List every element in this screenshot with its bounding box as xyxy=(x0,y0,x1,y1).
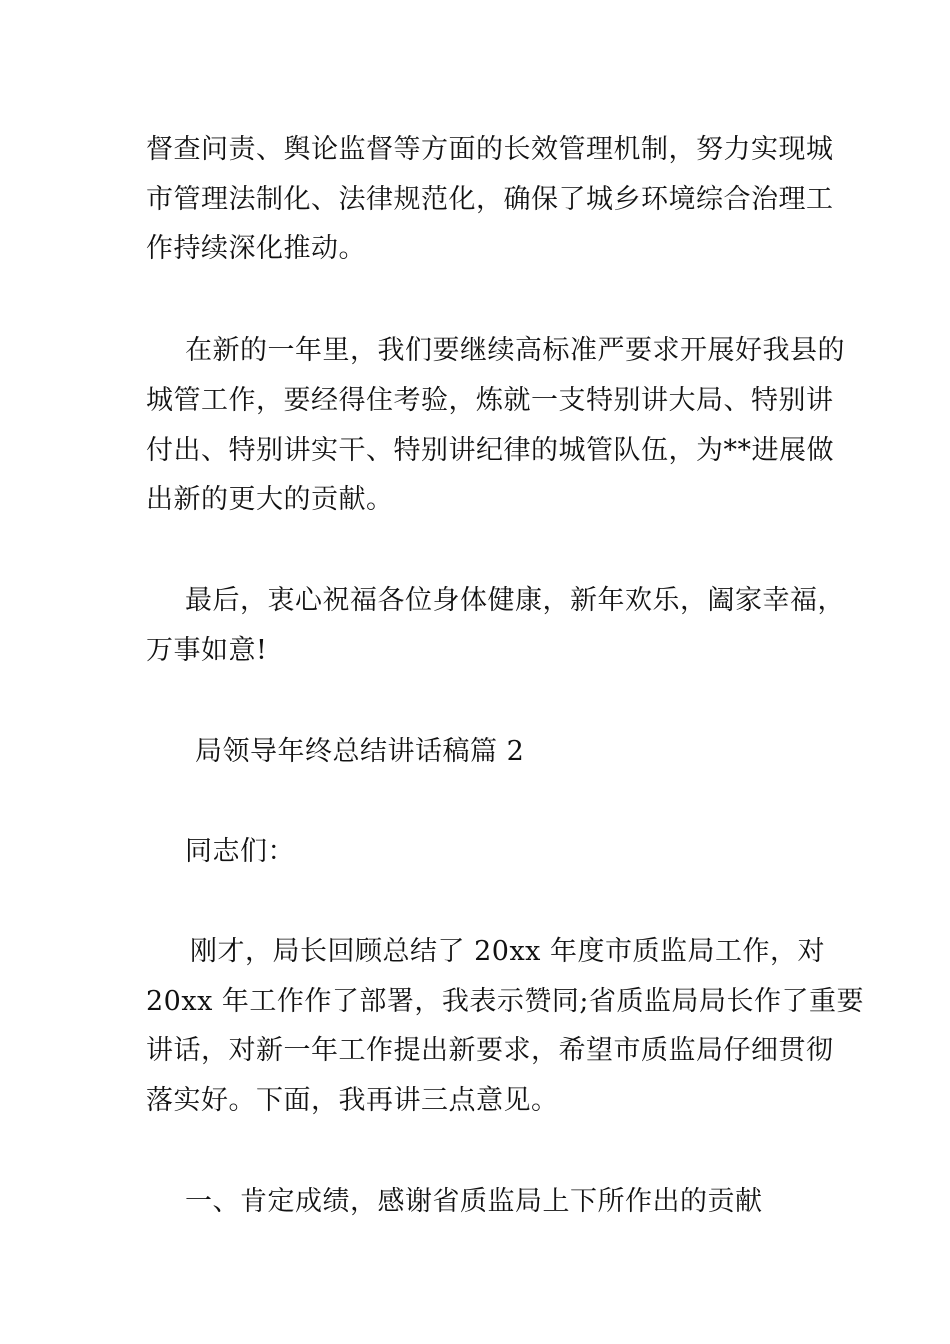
paragraph-line: 落实好。下面，我再讲三点意见。 xyxy=(146,1085,559,1116)
paragraph-line: 万事如意! xyxy=(146,635,268,666)
paragraph-line: 最后，衷心祝福各位身体健康，新年欢乐，阖家幸福， xyxy=(185,585,845,616)
greeting: 同志们： xyxy=(185,836,295,867)
paragraph-line: 作持续深化推动。 xyxy=(146,233,366,264)
paragraph-line: 付出、特别讲实干、特别讲纪律的城管队伍，为**进展做 xyxy=(146,435,834,466)
paragraph-line: 城管工作，要经得住考验，炼就一支特别讲大局、特别讲 xyxy=(146,385,834,416)
paragraph-line: 讲话，对新一年工作提出新要求，希望市质监局仔细贯彻 xyxy=(146,1035,834,1066)
paragraph-line: 刚才，局长回顾总结了 20xx 年度市质监局工作，对 xyxy=(190,936,825,967)
paragraph-line: 出新的更大的贡献。 xyxy=(146,484,394,515)
paragraph-line: 市管理法制化、法律规范化，确保了城乡环境综合治理工 xyxy=(146,184,834,215)
paragraph-line: 督查问责、舆论监督等方面的长效管理机制，努力实现城 xyxy=(146,134,834,165)
paragraph-line: 20xx 年工作作了部署，我表示赞同;省质监局局长作了重要 xyxy=(146,986,864,1017)
section-title: 局领导年终总结讲话稿篇 2 xyxy=(195,736,525,767)
paragraph-line: 在新的一年里，我们要继续高标准严要求开展好我县的 xyxy=(185,335,845,366)
section-heading: 一、肯定成绩，感谢省质监局上下所作出的贡献 xyxy=(185,1186,763,1217)
